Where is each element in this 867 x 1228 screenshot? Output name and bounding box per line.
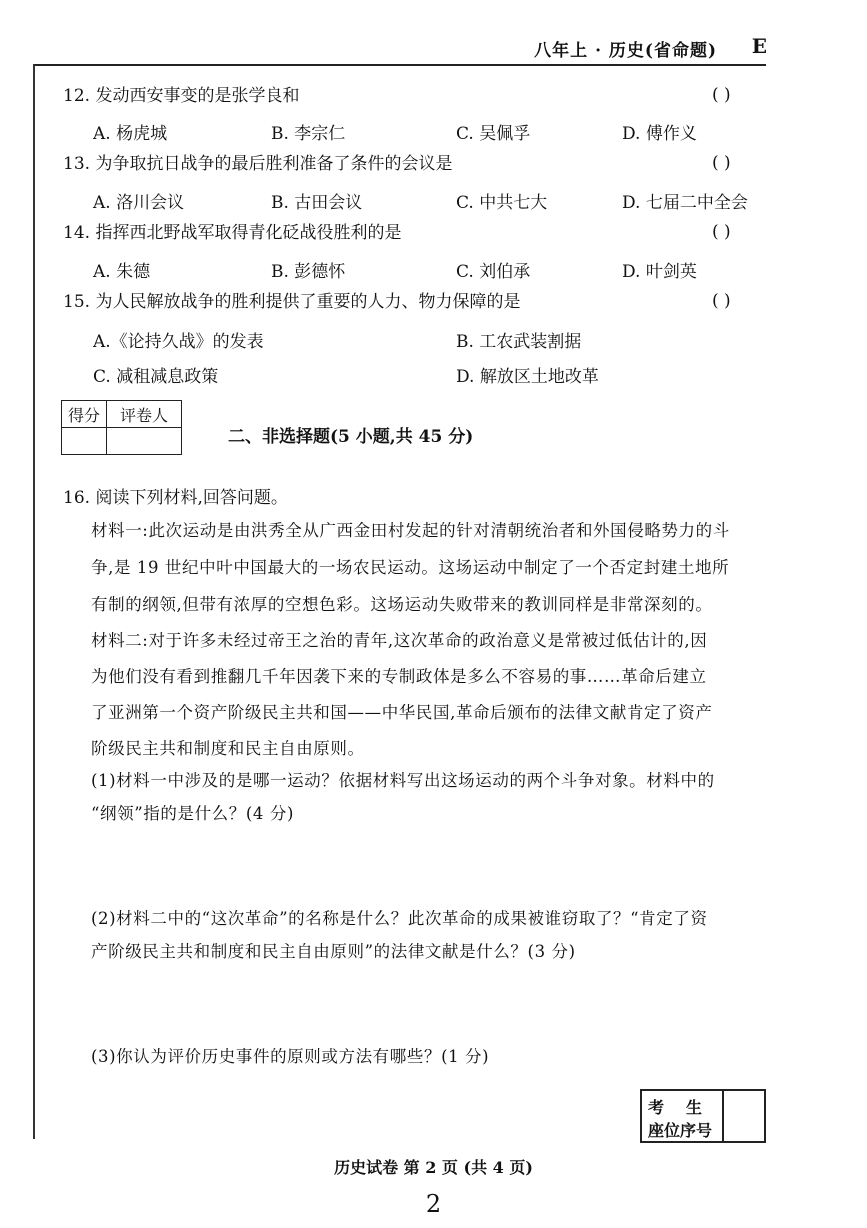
header-divider (33, 64, 766, 66)
material-2-line-4: 阶级民主共和制度和民主自由原则。 (91, 739, 365, 758)
question-12-stem: 12. 发动西安事变的是张学良和 (63, 86, 300, 106)
question-14-answer-blank: ( ) (712, 222, 731, 242)
question-16-stem: 16. 阅读下列材料,回答问题。 (63, 488, 288, 508)
sub-question-2-line-1: (2)材料二中的“这次革命”的名称是什么？此次革命的成果被谁窃取了？“肯定了资 (91, 909, 708, 928)
question-13-option-b: B. 古田会议 (271, 193, 363, 213)
question-13-stem: 13. 为争取抗日战争的最后胜利准备了条件的会议是 (63, 154, 453, 174)
question-15-option-c: C. 减租减息政策 (93, 367, 219, 387)
sub-question-1-line-1: (1)材料一中涉及的是哪一运动？依据材料写出这场运动的两个斗争对象。材料中的 (91, 771, 715, 790)
page-footer: 历史试卷 第 2 页 (共 4 页) (334, 1158, 533, 1177)
section-title: 二、非选择题(5 小题,共 45 分) (228, 427, 474, 447)
material-1-line-2: 争,是 19 世纪中叶中国最大的一场农民运动。这场运动中制定了一个否定封建土地所 (91, 558, 730, 577)
question-12-option-b: B. 李宗仁 (271, 124, 346, 144)
question-15-option-b: B. 工农武装割据 (456, 332, 582, 352)
question-12-option-d: D. 傅作义 (622, 124, 697, 144)
question-15-option-d: D. 解放区土地改革 (456, 367, 599, 387)
seat-label-examinee: 考生 (648, 1098, 725, 1117)
sub-question-1-line-2: “纲领”指的是什么？(4 分) (91, 804, 294, 823)
sub-question-3: (3)你认为评价历史事件的原则或方法有哪些？(1 分) (91, 1047, 490, 1066)
question-15-option-a: A.《论持久战》的发表 (93, 332, 264, 352)
question-15-stem: 15. 为人民解放战争的胜利提供了重要的人力、物力保障的是 (63, 292, 521, 312)
material-1-line-1: 材料一:此次运动是由洪秀全从广西金田村发起的针对清朝统治者和外国侵略势力的斗 (91, 521, 730, 540)
score-header: 得分 (62, 401, 107, 428)
grader-header: 评卷人 (107, 401, 182, 428)
question-13-option-c: C. 中共七大 (456, 193, 548, 213)
binding-margin-line (33, 64, 35, 1139)
header-title: 八年上 · 历史(省命题) (534, 41, 717, 61)
question-13-option-a: A. 洛川会议 (93, 193, 185, 213)
seat-number-box (640, 1089, 766, 1143)
grader-cell[interactable] (107, 428, 182, 455)
material-2-line-1: 材料二:对于许多未经过帝王之治的青年,这次革命的政治意义是常被过低估计的,因 (91, 631, 708, 650)
question-12-option-a: A. 杨虎城 (93, 124, 168, 144)
score-table (61, 400, 182, 455)
material-1-line-3: 有制的纲领,但带有浓厚的空想色彩。这场运动失败带来的教训同样是非常深刻的。 (91, 595, 713, 614)
question-14-option-a: A. 朱德 (93, 262, 151, 282)
question-14-option-b: B. 彭德怀 (271, 262, 346, 282)
question-15-answer-blank: ( ) (712, 291, 731, 311)
seat-label-seat-number: 座位序号 (648, 1121, 713, 1140)
question-13-answer-blank: ( ) (712, 153, 731, 173)
sub-question-2-line-2: 产阶级民主共和制度和民主自由原则”的法律文献是什么？(3 分) (91, 942, 576, 961)
page-number: 2 (425, 1190, 442, 1218)
seat-box-divider (722, 1091, 724, 1141)
question-12-option-c: C. 吴佩孚 (456, 124, 531, 144)
header-letter: E (751, 34, 767, 58)
question-14-stem: 14. 指挥西北野战军取得青化砭战役胜利的是 (63, 223, 402, 243)
score-cell[interactable] (62, 428, 107, 455)
question-14-option-d: D. 叶剑英 (622, 262, 697, 282)
material-2-line-2: 为他们没有看到推翻几千年因袭下来的专制政体是多么不容易的事……革命后建立 (91, 667, 707, 686)
question-14-option-c: C. 刘伯承 (456, 262, 531, 282)
material-2-line-3: 了亚洲第一个资产阶级民主共和国——中华民国,革命后颁布的法律文献肯定了资产 (91, 703, 713, 722)
question-12-answer-blank: ( ) (712, 85, 731, 105)
question-13-option-d: D. 七届二中全会 (622, 193, 748, 213)
